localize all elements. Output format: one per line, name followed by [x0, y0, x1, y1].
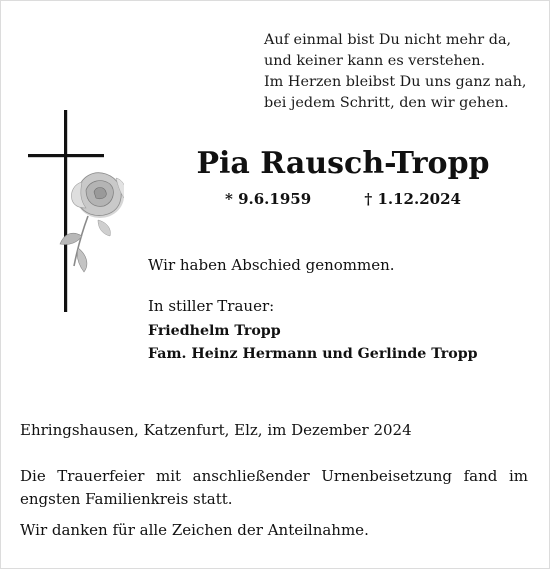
cross-vertical-bar	[64, 110, 67, 312]
mourners-list	[148, 320, 478, 366]
funeral-note-line: engsten Familienkreis statt.	[20, 490, 233, 508]
life-dates	[148, 190, 538, 208]
thanks-text: Wir danken für alle Zeichen der Anteilnahme.	[20, 521, 369, 539]
deceased-name: Pia Rausch-Tropp	[196, 146, 490, 181]
birth-date: * 9.6.1959	[225, 190, 312, 208]
funeral-note-line: Die Trauerfeier mit anschließender Urnenbeisetzung fand im	[20, 467, 528, 485]
poem-line: Im Herzen bleibst Du uns ganz nah,	[264, 74, 527, 90]
poem	[264, 30, 534, 114]
cross-with-rose-icon	[24, 108, 124, 318]
mourner-name: Friedhelm Tropp	[148, 323, 281, 339]
poem-line: bei jedem Schritt, den wir gehen.	[264, 95, 509, 111]
cross-horizontal-bar	[28, 154, 104, 157]
mourners-label: In stiller Trauer:	[148, 297, 275, 315]
rose	[71, 173, 124, 218]
death-date: † 1.12.2024	[364, 190, 461, 208]
poem-line: Auf einmal bist Du nicht mehr da,	[264, 32, 512, 48]
mourner-name: Fam. Heinz Hermann und Gerlinde Tropp	[148, 346, 478, 362]
poem-line: und keiner kann es verstehen.	[264, 53, 486, 69]
place-and-date: Ehringshausen, Katzenfurt, Elz, im Dezember 2024	[20, 421, 412, 439]
farewell-text: Wir haben Abschied genommen.	[148, 256, 395, 274]
funeral-note	[20, 465, 528, 511]
